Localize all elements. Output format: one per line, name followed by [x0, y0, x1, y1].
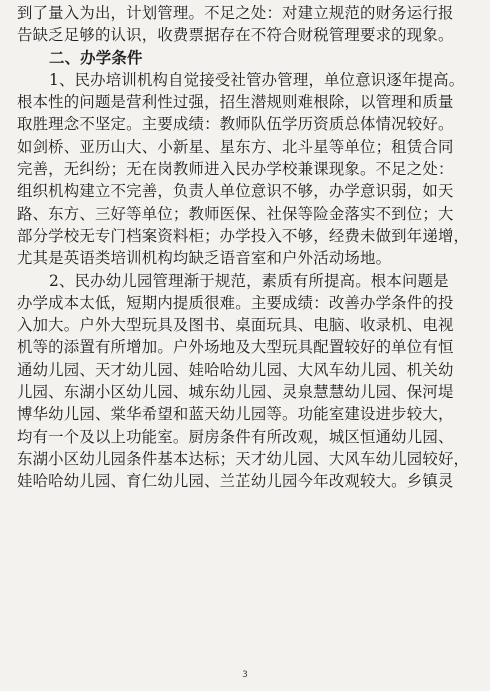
text-line: 入加大。户外大型玩具及图书、桌面玩具、电脑、收录机、电视: [17, 316, 454, 335]
text-line: 取胜理念不坚定。主要成绩：教师队伍学历资质总体情况较好。: [17, 115, 454, 134]
text-line: 路、东方、三好等单位；教师医保、社保等险金落实不到位；大: [17, 204, 454, 223]
text-line: 通幼儿园、天才幼儿园、娃哈哈幼儿园、大风车幼儿园、机关幼: [17, 360, 454, 379]
text-line: 部分学校无专门档案资料柜；办学投入不够，经费未做到年递增，: [17, 226, 470, 245]
text-line: 完善，无纠纷；无在岗教师进入民办学校兼课现象。不足之处：: [17, 160, 454, 179]
text-line: 博华幼儿园、棠华希望和蓝天幼儿园等。功能室建设进步较大，: [17, 405, 454, 424]
section-heading: 二、办学条件: [49, 48, 143, 67]
text-line: 告缺乏足够的认识，收费票据存在不符合财税管理要求的现象。: [17, 26, 454, 45]
text-line: 根本性的问题是营利性过强，招生潜规则难根除，以管理和质量: [17, 93, 454, 112]
text-line: 均有一个及以上功能室。厨房条件有所改观，城区恒通幼儿园、: [17, 427, 454, 446]
text-line: 如剑桥、亚历山大、小新星、星东方、北斗星等单位；租赁合同: [17, 137, 454, 156]
paragraph-start: 2、民办幼儿园管理渐于规范，素质有所提高。根本问题是: [49, 271, 449, 290]
text-line: 到了量入为出，计划管理。不足之处：对建立规范的财务运行报: [17, 4, 454, 22]
text-line: 尤其是英语类培训机构均缺乏语音室和户外活动场地。: [17, 249, 392, 268]
text-line: 东湖小区幼儿园条件基本达标；天才幼儿园、大风车幼儿园较好，: [17, 449, 470, 468]
document-body: [17, 2, 473, 493]
paragraph-start: 1、民办培训机构自觉接受社管办管理，单位意识逐年提高。: [49, 70, 465, 89]
text-line: 组织机构建立不完善，负责人单位意识不够，办学意识弱，如天: [17, 182, 454, 201]
text-line: 办学成本太低，短期内提质很难。主要成绩：改善办学条件的投: [17, 293, 454, 312]
page-number: 3: [242, 670, 248, 680]
text-line: 娃哈哈幼儿园、育仁幼儿园、兰芷幼儿园今年改观较大。乡镇灵: [17, 472, 454, 491]
text-line: 机等的添置有所增加。户外场地及大型玩具配置较好的单位有恒: [17, 338, 454, 357]
text-line: 儿园、东湖小区幼儿园、城东幼儿园、灵泉慧慧幼儿园、保河堤: [17, 383, 454, 402]
